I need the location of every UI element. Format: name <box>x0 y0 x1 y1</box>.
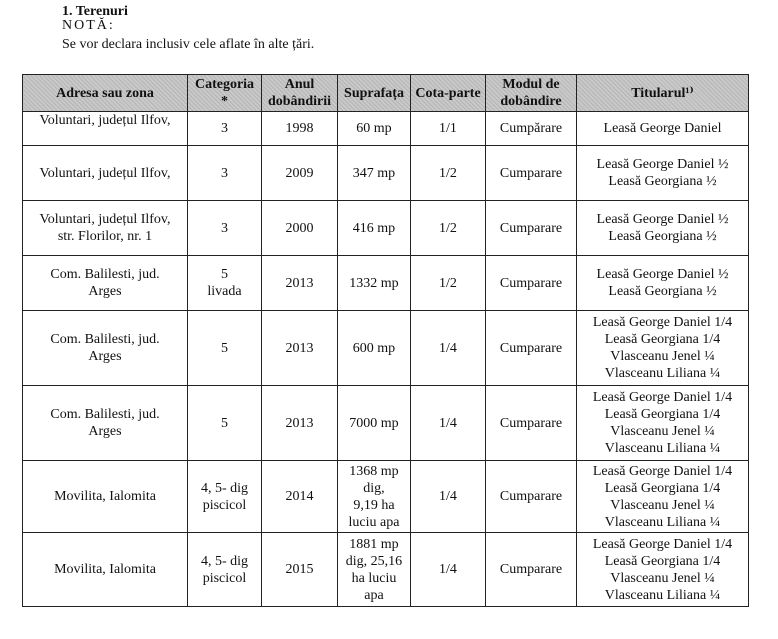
cell-holders-line: Vlasceanu Liliana ¼ <box>604 514 721 530</box>
cell-holders-line: Leasă Georgiana ½ <box>608 174 717 189</box>
cell-area-line: 7000 mp <box>349 415 399 431</box>
header-category <box>188 75 262 112</box>
cell-area-line: dig, 25,16 <box>345 553 403 569</box>
nota-label: NOTĂ: <box>62 18 115 33</box>
cell-holders <box>577 146 749 201</box>
header-line: Suprafața <box>344 85 404 101</box>
table-row <box>23 533 749 607</box>
cell-holders <box>577 311 749 386</box>
cell-address-line: Voluntari, județul Ilfov, <box>39 212 171 227</box>
cell-year: 2009 <box>262 146 338 201</box>
cell-address-line: Com. Balilesti, jud. <box>50 407 160 422</box>
cell-share: 1/2 <box>411 146 486 201</box>
cell-holders-line: Vlasceanu Jenel ¼ <box>610 570 715 586</box>
cell-address-line: Arges <box>88 424 122 439</box>
header-line: dobândirii <box>267 94 332 109</box>
cell-holders-line: Leasă George Daniel ½ <box>596 157 729 172</box>
cell-area-line: luciu apa <box>348 514 400 530</box>
cell-holders-line: Leasă George Daniel ½ <box>596 267 729 282</box>
cell-category <box>188 256 262 311</box>
cell-holders <box>577 256 749 311</box>
cell-holders <box>577 386 749 461</box>
table-row <box>23 461 749 533</box>
header-area <box>338 75 411 112</box>
cell-address-line: Arges <box>88 349 122 364</box>
cell-holders-line: Vlasceanu Liliana ¼ <box>604 587 721 603</box>
cell-address <box>23 256 188 311</box>
cell-holders <box>577 461 749 533</box>
cell-area <box>338 461 411 533</box>
cell-category <box>188 461 262 533</box>
cell-year: 1998 <box>262 112 338 146</box>
table-row <box>23 311 749 386</box>
note-text: Se vor declara inclusiv cele aflate în alte țări. <box>62 37 315 52</box>
cell-area-line: 1332 mp <box>349 275 399 291</box>
cell-category-line: 3 <box>221 121 228 136</box>
cell-category <box>188 146 262 201</box>
cell-year: 2013 <box>262 256 338 311</box>
cell-share: 1/2 <box>411 256 486 311</box>
cell-address-line: Voluntari, județul Ilfov, <box>39 165 171 181</box>
cell-category-line: piscicol <box>202 570 247 586</box>
cell-share: 1/1 <box>411 112 486 146</box>
header-share <box>411 75 486 112</box>
cell-holders <box>577 112 749 146</box>
cell-area-line: 1368 mp <box>349 463 399 479</box>
cell-area <box>338 533 411 607</box>
table-row <box>23 201 749 256</box>
header-year <box>262 75 338 112</box>
cell-category-line: piscicol <box>202 497 247 513</box>
table-row <box>23 146 749 201</box>
cell-address <box>23 386 188 461</box>
header-line: Modul de <box>502 77 560 92</box>
cell-area-line: 600 mp <box>352 340 396 356</box>
cell-address-line: Com. Balilesti, jud. <box>50 332 160 347</box>
table-header-row <box>23 75 749 112</box>
header-address <box>23 75 188 112</box>
cell-category-line: 5 <box>221 415 228 431</box>
cell-category-line: livada <box>207 284 242 299</box>
cell-year: 2013 <box>262 386 338 461</box>
cell-category-line: 5 <box>221 340 228 356</box>
cell-holders-line: Vlasceanu Jenel ¼ <box>610 497 715 513</box>
cell-share: 1/4 <box>411 386 486 461</box>
cell-holders-line: Leasă George Daniel ½ <box>596 212 729 227</box>
cell-holders <box>577 201 749 256</box>
cell-area-line: 416 mp <box>352 220 396 236</box>
cell-holders-line: Leasă Georgiana ½ <box>608 284 717 299</box>
land-table <box>22 74 749 607</box>
cell-mode: Cumparare <box>486 533 577 607</box>
header-line: * <box>221 94 228 109</box>
cell-area-line: ha luciu <box>351 570 397 586</box>
cell-category-line: 3 <box>221 220 228 236</box>
header-line: Cota-parte <box>415 85 481 101</box>
cell-holders-line: Leasă Georgiana 1/4 <box>604 332 721 347</box>
cell-category-line: 3 <box>221 165 228 181</box>
cell-category <box>188 311 262 386</box>
cell-address <box>23 533 188 607</box>
cell-share: 1/4 <box>411 533 486 607</box>
cell-mode: Cumpărare <box>486 112 577 146</box>
cell-holders-line: Leasă Georgiana ½ <box>608 229 717 244</box>
cell-mode: Cumparare <box>486 461 577 533</box>
cell-holders-line: Leasă George Daniel <box>603 121 722 136</box>
cell-address-line: Com. Balilesti, jud. <box>50 267 160 282</box>
cell-area <box>338 311 411 386</box>
cell-area <box>338 146 411 201</box>
cell-address <box>23 461 188 533</box>
cell-holders <box>577 533 749 607</box>
cell-address-line: Voluntari, județul Ilfov, <box>39 113 171 128</box>
cell-year: 2015 <box>262 533 338 607</box>
cell-year: 2013 <box>262 311 338 386</box>
cell-holders-line: Leasă George Daniel 1/4 <box>592 536 733 552</box>
cell-mode: Cumparare <box>486 201 577 256</box>
cell-holders-line: Vlasceanu Liliana ¼ <box>604 366 721 381</box>
table-body <box>23 112 749 607</box>
cell-holders-line: Leasă George Daniel 1/4 <box>592 463 733 479</box>
cell-area <box>338 112 411 146</box>
cell-year: 2000 <box>262 201 338 256</box>
cell-mode: Cumparare <box>486 386 577 461</box>
cell-mode: Cumparare <box>486 146 577 201</box>
cell-holders-line: Leasă Georgiana 1/4 <box>604 480 721 496</box>
cell-category <box>188 533 262 607</box>
cell-area-line: 60 mp <box>356 121 392 136</box>
header-holder <box>577 75 749 112</box>
header-line: Titularul¹⁾ <box>631 85 694 101</box>
cell-area-line: apa <box>364 587 384 603</box>
cell-address-line: Movilita, Ialomita <box>54 489 156 504</box>
cell-category-line: 4, 5- dig <box>200 480 249 496</box>
table-row <box>23 386 749 461</box>
cell-holders-line: Leasă George Daniel 1/4 <box>592 315 733 330</box>
cell-address-line: Arges <box>88 284 122 299</box>
header-line: Adresa sau zona <box>56 85 154 101</box>
table-row <box>23 256 749 311</box>
cell-category-line: 4, 5- dig <box>200 553 249 569</box>
cell-area-line: 347 mp <box>352 165 396 181</box>
cell-address <box>23 112 188 146</box>
cell-category <box>188 201 262 256</box>
cell-share: 1/2 <box>411 201 486 256</box>
cell-mode: Cumparare <box>486 256 577 311</box>
header-line: dobândire <box>500 94 562 109</box>
cell-holders-line: Vlasceanu Jenel ¼ <box>610 349 715 364</box>
header-line: Categoria <box>194 77 255 92</box>
cell-area <box>338 386 411 461</box>
cell-category <box>188 112 262 146</box>
cell-address <box>23 311 188 386</box>
cell-share: 1/4 <box>411 311 486 386</box>
cell-area <box>338 256 411 311</box>
cell-address <box>23 201 188 256</box>
cell-area-line: 1881 mp <box>349 536 399 552</box>
header-mode <box>486 75 577 112</box>
header-line: Anul <box>284 77 315 92</box>
cell-category-line: 5 <box>221 267 228 282</box>
cell-area-line: dig, <box>363 480 385 496</box>
cell-area-line: 9,19 ha <box>353 497 395 513</box>
cell-address <box>23 146 188 201</box>
cell-share: 1/4 <box>411 461 486 533</box>
cell-address-line: str. Florilor, nr. 1 <box>57 229 153 244</box>
cell-holders-line: Leasă George Daniel 1/4 <box>592 390 733 405</box>
table-row <box>23 112 749 146</box>
section-heading: 1. Terenuri <box>62 4 128 19</box>
cell-area <box>338 201 411 256</box>
cell-holders-line: Leasă Georgiana 1/4 <box>604 407 721 422</box>
cell-year: 2014 <box>262 461 338 533</box>
cell-address-line: Movilita, Ialomita <box>54 562 156 577</box>
cell-holders-line: Vlasceanu Liliana ¼ <box>604 441 721 456</box>
cell-holders-line: Leasă Georgiana 1/4 <box>604 553 721 569</box>
cell-mode: Cumparare <box>486 311 577 386</box>
cell-holders-line: Vlasceanu Jenel ¼ <box>610 424 715 439</box>
cell-category <box>188 386 262 461</box>
